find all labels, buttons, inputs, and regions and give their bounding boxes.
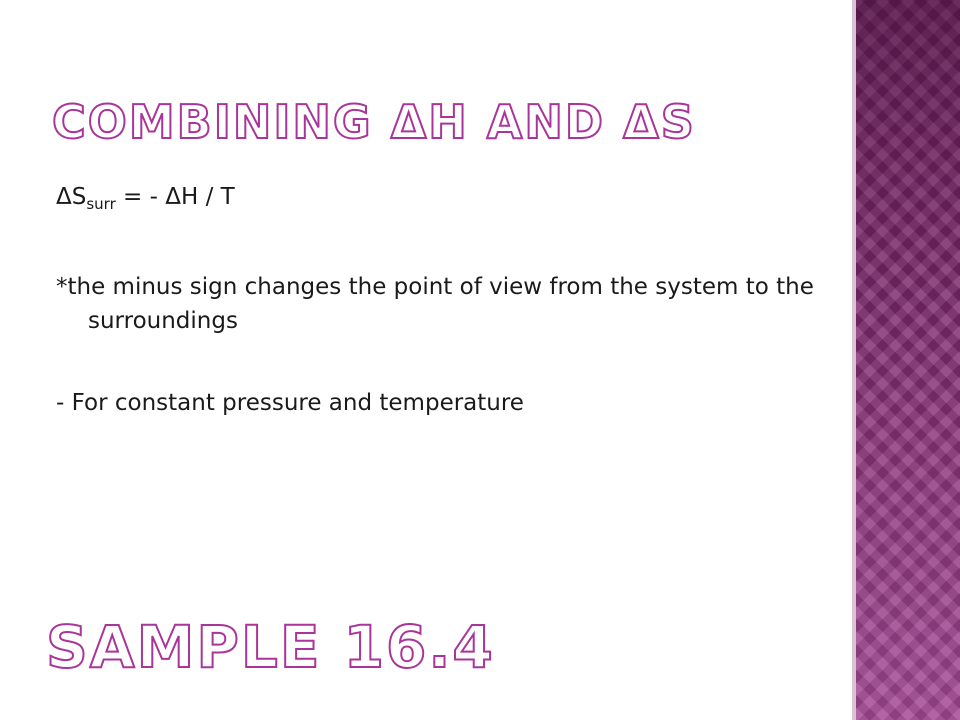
slide-body: [56, 180, 836, 420]
slide-title: COMBINING ΔH AND ΔS: [52, 95, 696, 149]
decorative-side-panel: [856, 0, 960, 720]
equation-rhs: = - ΔH / T: [115, 184, 235, 210]
conditions-bullet: - For constant pressure and temperature: [56, 390, 524, 416]
sample-title: SAMPLE 16.4: [46, 613, 495, 681]
entropy-equation: [56, 180, 836, 214]
equation-lhs-subscript: surr: [86, 195, 116, 213]
minus-sign-note: *the minus sign changes the point of view from the system to the surroundings: [56, 274, 814, 334]
equation-lhs-symbol: ΔS: [56, 184, 87, 210]
